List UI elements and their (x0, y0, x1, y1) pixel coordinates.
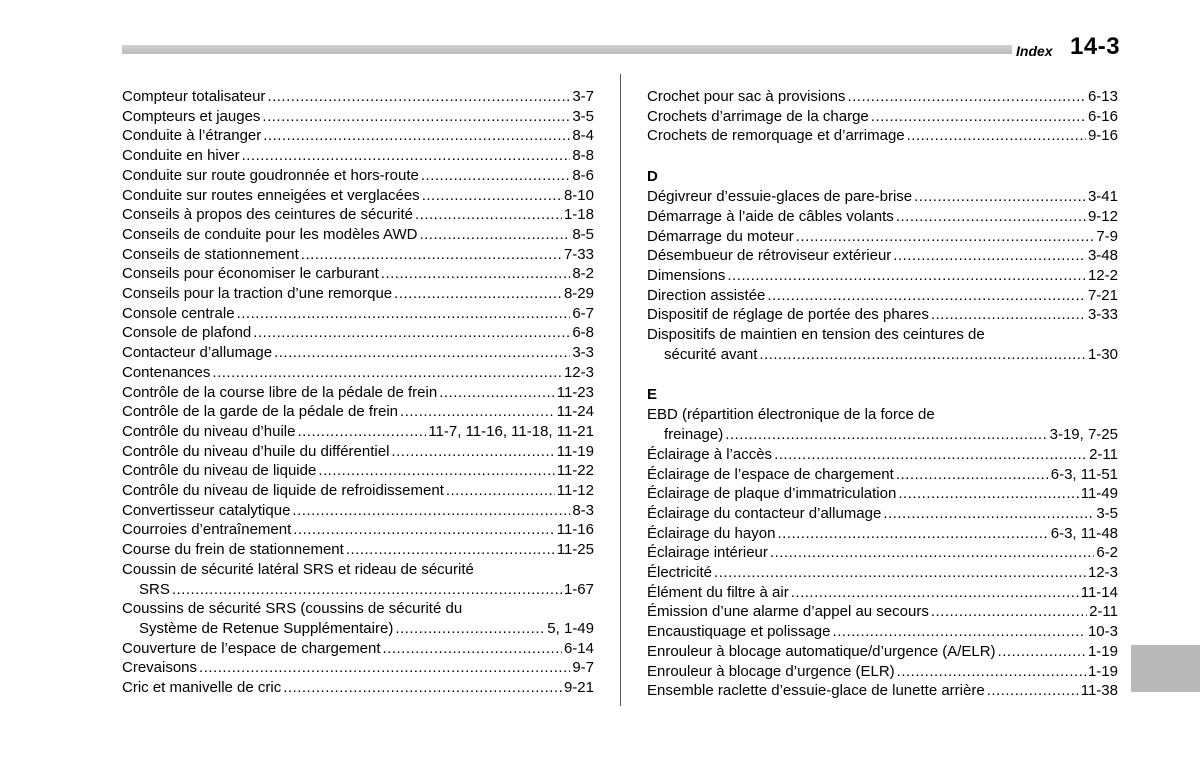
entry-page-ref: 12-2 (1087, 266, 1118, 284)
entry-text: Conseils pour la traction d’une remorque (122, 285, 393, 303)
entry-text: Contrôle du niveau d’huile du différentiel (122, 442, 390, 460)
index-entry (122, 599, 594, 638)
entry-page-ref: 3-41 (1087, 188, 1118, 206)
dot-leader (897, 662, 1086, 682)
entry-text: Crochets de remorquage et d’arrimage (647, 127, 905, 145)
column-divider (620, 74, 621, 706)
index-entry (122, 225, 594, 245)
dot-leader (931, 305, 1086, 325)
entry-text: Courroies d’entraînement (122, 521, 292, 539)
entry-text: Conseils pour économiser le carburant (122, 265, 379, 283)
dot-leader (253, 323, 570, 343)
entry-text-continued: SRS (139, 580, 170, 598)
index-group-e (647, 405, 1118, 701)
entry-text: Éclairage du hayon (647, 524, 776, 542)
index-entry (647, 286, 1118, 306)
entry-text: Convertisseur catalytique (122, 501, 291, 519)
entry-text: Émission d’une alarme d’appel au secours (647, 603, 929, 621)
entry-text: Éclairage de l’espace de chargement (647, 465, 894, 483)
index-entry (122, 481, 594, 501)
index-entry (122, 540, 594, 560)
index-entry (647, 246, 1118, 266)
dot-leader (796, 227, 1095, 247)
entry-page-ref: 1-18 (563, 206, 594, 224)
index-entry (647, 126, 1118, 146)
dot-leader (898, 484, 1078, 504)
dot-leader (199, 658, 570, 678)
index-column-right (647, 87, 1118, 701)
dot-leader (767, 286, 1086, 306)
entry-text: Dispositifs de maintien en tension des ceintures de (647, 326, 985, 344)
index-entry (122, 245, 594, 265)
entry-page-ref: 11-24 (556, 403, 594, 421)
entry-text: Éclairage du contacteur d’allumage (647, 504, 882, 522)
index-entry (647, 87, 1118, 107)
index-entry (647, 305, 1118, 325)
index-entry (647, 227, 1118, 247)
entry-page-ref: 3-5 (572, 107, 594, 125)
entry-page-ref: 7-33 (563, 245, 594, 263)
index-entry (647, 681, 1118, 701)
dot-leader (172, 580, 562, 600)
index-entry (647, 107, 1118, 127)
dot-leader (896, 465, 1049, 485)
entry-page-ref: 11-49 (1080, 485, 1118, 503)
entry-text: Contenances (122, 363, 211, 381)
index-entry (647, 266, 1118, 286)
dot-leader (987, 681, 1079, 701)
dot-leader (421, 166, 570, 186)
chapter-thumb-tab (1131, 645, 1200, 692)
entry-page-ref: 6-7 (572, 304, 594, 322)
index-entry (122, 343, 594, 363)
entry-text: Démarrage à l’aide de câbles volants (647, 207, 894, 225)
entry-text: Crevaisons (122, 659, 198, 677)
entry-text-continued: Système de Retenue Supplémentaire) (139, 619, 394, 637)
entry-page-ref: 11-23 (556, 383, 594, 401)
index-entry (122, 520, 594, 540)
entry-page-ref: 11-25 (556, 541, 594, 559)
dot-leader (419, 225, 570, 245)
dot-leader (297, 422, 426, 442)
index-entry (122, 126, 594, 146)
dot-leader (262, 107, 570, 127)
entry-text: Conduite à l’étranger (122, 127, 262, 145)
entry-text: Contrôle du niveau de liquide de refroidissement (122, 482, 444, 500)
entry-page-ref: 3-48 (1087, 247, 1118, 265)
entry-text: Contacteur d’allumage (122, 344, 273, 362)
index-entry (122, 205, 594, 225)
entry-text: Crochet pour sac à provisions (647, 88, 846, 105)
header-section-label: Index (1016, 43, 1053, 59)
entry-text: Conseils de conduite pour les modèles AWD (122, 225, 418, 243)
entry-page-ref: 11-19 (556, 442, 594, 460)
entry-text: Désembueur de rétroviseur extérieur (647, 247, 892, 265)
entry-text: Contrôle de la course libre de la pédale de frein (122, 383, 438, 401)
entry-text: Direction assistée (647, 286, 766, 304)
entry-page-ref: 11-7, 11-16, 11-18, 11-21 (428, 422, 594, 440)
entry-text: Conduite sur route goudronnée et hors-route (122, 166, 419, 184)
entry-text: Éclairage de plaque d’immatriculation (647, 485, 897, 503)
index-entry (122, 422, 594, 442)
dot-leader (400, 402, 555, 422)
entry-page-ref: 8-6 (572, 166, 594, 184)
dot-leader (346, 540, 555, 560)
header-page-number: 14-3 (1070, 33, 1121, 60)
entry-page-ref: 1-19 (1087, 642, 1118, 660)
entry-page-ref: 8-29 (563, 285, 594, 303)
index-entry (647, 484, 1118, 504)
entry-text: Contrôle du niveau de liquide (122, 462, 317, 480)
entry-page-ref: 3-7 (572, 88, 594, 105)
index-entry (647, 524, 1118, 544)
entry-page-ref: 9-12 (1087, 207, 1118, 225)
index-entry (647, 543, 1118, 563)
index-entry (122, 639, 594, 659)
index-entry (122, 87, 594, 107)
entry-page-ref: 6-2 (1096, 544, 1118, 562)
entry-text: Enrouleur à blocage d’urgence (ELR) (647, 662, 895, 680)
index-entry (647, 465, 1118, 485)
dot-leader (770, 543, 1094, 563)
entry-page-ref: 11-14 (1080, 583, 1118, 601)
entry-page-ref: 12-3 (1087, 564, 1118, 582)
entry-page-ref: 1-30 (1087, 345, 1118, 363)
header-rule (122, 45, 1012, 54)
index-entry (647, 622, 1118, 642)
entry-page-ref: 10-3 (1087, 623, 1118, 641)
entry-text: Dimensions (647, 266, 726, 284)
entry-page-ref: 11-38 (1080, 682, 1118, 700)
entry-text: Encaustiquage et polissage (647, 623, 831, 641)
entry-page-ref: 7-21 (1087, 286, 1118, 304)
index-entry (122, 284, 594, 304)
entry-page-ref: 11-12 (556, 482, 594, 500)
entry-text: Dégivreur d’essuie-glaces de pare-brise (647, 188, 913, 206)
index-entry (122, 107, 594, 127)
dot-leader (394, 284, 562, 304)
dot-leader (759, 345, 1086, 365)
index-entry (647, 445, 1118, 465)
index-entry (122, 166, 594, 186)
dot-leader (914, 187, 1086, 207)
index-entry (122, 442, 594, 462)
entry-text: Conduite sur routes enneigées et verglacées (122, 186, 420, 204)
dot-leader (383, 639, 562, 659)
entry-text: Console de plafond (122, 324, 252, 342)
entry-text: Électricité (647, 564, 713, 582)
entry-page-ref: 6-3, 11-51 (1050, 465, 1118, 483)
index-entry (122, 560, 594, 599)
dot-leader (896, 207, 1086, 227)
entry-page-ref: 1-19 (1087, 662, 1118, 680)
index-entry (647, 325, 1118, 364)
dot-leader (893, 246, 1086, 266)
entry-page-ref: 11-22 (556, 462, 594, 480)
entry-text: Élément du filtre à air (647, 583, 789, 601)
entry-page-ref: 6-8 (572, 324, 594, 342)
entry-page-ref: 3-3 (572, 344, 594, 362)
entry-page-ref: 9-7 (572, 659, 594, 677)
entry-text: Coussins de sécurité SRS (coussins de sécurité du (122, 600, 463, 618)
index-entry (122, 186, 594, 206)
dot-leader (415, 205, 562, 225)
index-entry (647, 207, 1118, 227)
entry-page-ref: 11-16 (556, 521, 594, 539)
dot-leader (907, 126, 1086, 146)
entry-page-ref: 2-11 (1089, 445, 1118, 463)
entry-page-ref: 8-4 (572, 127, 594, 145)
entry-page-ref: 6-13 (1087, 88, 1118, 105)
entry-page-ref: 9-16 (1087, 127, 1118, 145)
entry-text: Enrouleur à blocage automatique/d’urgence (A/ELR) (647, 642, 996, 660)
entry-text: Console centrale (122, 304, 235, 322)
dot-leader (847, 87, 1086, 107)
entry-line (122, 560, 594, 580)
entry-text: Contrôle du niveau d’huile (122, 422, 296, 440)
dot-leader (446, 481, 555, 501)
dot-leader (883, 504, 1094, 524)
section-letter-d: D (647, 168, 658, 186)
entry-text: Contrôle de la garde de la pédale de frein (122, 403, 399, 421)
entry-page-ref: 2-11 (1089, 603, 1118, 621)
dot-leader (263, 126, 570, 146)
index-entry (122, 146, 594, 166)
dot-leader (777, 524, 1048, 544)
entry-text: Ensemble raclette d’essuie-glace de lunette arrière (647, 682, 985, 700)
dot-leader (212, 363, 562, 383)
entry-text: EBD (répartition électronique de la force de (647, 406, 935, 424)
dot-leader (422, 186, 562, 206)
entry-text-continued: freinage) (664, 426, 724, 444)
dot-leader (293, 520, 554, 540)
index-entry (122, 501, 594, 521)
index-entry (122, 461, 594, 481)
entry-text: Dispositif de réglage de portée des phares (647, 306, 929, 324)
dot-leader (439, 383, 555, 403)
dot-leader (283, 678, 562, 698)
entry-text: Compteurs et jauges (122, 107, 261, 125)
dot-leader (725, 425, 1047, 445)
index-entry (122, 264, 594, 284)
dot-leader (318, 461, 554, 481)
entry-text: Compteur totalisateur (122, 88, 266, 105)
dot-leader (395, 619, 545, 639)
entry-page-ref: 7-9 (1096, 227, 1118, 245)
entry-page-ref: 8-2 (572, 265, 594, 283)
entry-line (647, 325, 1118, 345)
index-entry (122, 678, 594, 698)
index-entry (647, 563, 1118, 583)
entry-page-ref: 8-5 (572, 225, 594, 243)
entry-text: Crochets d’arrimage de la charge (647, 107, 869, 125)
index-entry (647, 602, 1118, 622)
dot-leader (391, 442, 554, 462)
index-column-left (122, 87, 594, 698)
dot-leader (832, 622, 1086, 642)
entry-text: Coussin de sécurité latéral SRS et rideau de sécurité (122, 560, 474, 578)
entry-text-continued: sécurité avant (664, 345, 758, 363)
dot-leader (714, 563, 1086, 583)
entry-text: Éclairage à l’accès (647, 445, 773, 463)
index-group-d (647, 187, 1118, 364)
entry-text: Conseils de stationnement (122, 245, 299, 263)
entry-text: Couverture de l’espace de chargement (122, 639, 381, 657)
index-entry (647, 187, 1118, 207)
entry-text: Course du frein de stationnement (122, 541, 344, 559)
dot-leader (727, 266, 1086, 286)
index-entry (122, 304, 594, 324)
index-entry (122, 323, 594, 343)
index-entry (647, 504, 1118, 524)
entry-page-ref: 5, 1-49 (547, 619, 594, 637)
index-entry (122, 402, 594, 422)
entry-page-ref: 8-3 (572, 501, 594, 519)
entry-text: Éclairage intérieur (647, 544, 768, 562)
dot-leader (237, 304, 571, 324)
index-entry (122, 383, 594, 403)
index-entry (122, 363, 594, 383)
dot-leader (998, 642, 1086, 662)
dot-leader (301, 245, 562, 265)
entry-page-ref: 6-16 (1087, 107, 1118, 125)
dot-leader (931, 602, 1087, 622)
index-entry (647, 642, 1118, 662)
dot-leader (774, 445, 1087, 465)
section-letter-e: E (647, 386, 658, 404)
dot-leader (267, 87, 570, 107)
entry-text: Conseils à propos des ceintures de sécurité (122, 206, 413, 224)
dot-leader (791, 583, 1079, 603)
entry-text: Démarrage du moteur (647, 227, 794, 245)
index-entry (647, 405, 1118, 444)
index-entry (647, 662, 1118, 682)
entry-page-ref: 3-19, 7-25 (1049, 426, 1118, 444)
entry-page-ref: 1-67 (563, 580, 594, 598)
dot-leader (292, 501, 570, 521)
entry-text: Cric et manivelle de cric (122, 679, 282, 697)
entry-page-ref: 3-5 (1096, 504, 1118, 522)
dot-leader (274, 343, 570, 363)
entry-line (122, 599, 594, 619)
entry-page-ref: 9-21 (563, 679, 594, 697)
entry-page-ref: 8-10 (563, 186, 594, 204)
entry-page-ref: 8-8 (572, 147, 594, 165)
index-entry (647, 583, 1118, 603)
dot-leader (871, 107, 1086, 127)
entry-page-ref: 12-3 (563, 363, 594, 381)
entry-page-ref: 6-3, 11-48 (1050, 524, 1118, 542)
dot-leader (381, 264, 571, 284)
entry-page-ref: 3-33 (1087, 306, 1118, 324)
entry-line (647, 405, 1118, 425)
entry-page-ref: 6-14 (563, 639, 594, 657)
index-group-c-continued (647, 87, 1118, 146)
index-entry (122, 658, 594, 678)
dot-leader (242, 146, 571, 166)
entry-text: Conduite en hiver (122, 147, 240, 165)
